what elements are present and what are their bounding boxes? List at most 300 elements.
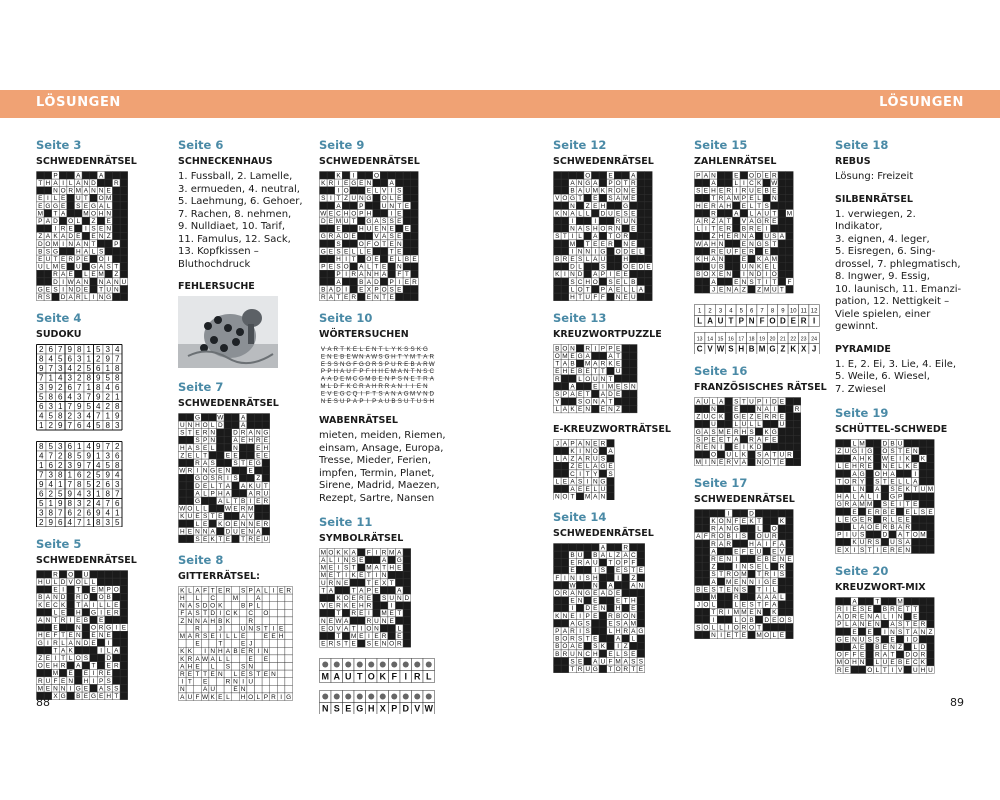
- grid-letter: L: [329, 557, 333, 565]
- grid-letter: T: [616, 353, 621, 361]
- grid-letter: N: [233, 678, 238, 686]
- grid-letter: E: [764, 263, 769, 271]
- grid-cell: [44, 609, 52, 617]
- grid-letter: P: [263, 694, 269, 702]
- grid-letter: R: [852, 613, 857, 621]
- grid-letter: Z: [114, 271, 119, 279]
- grid-letter: T: [593, 368, 598, 376]
- grid-letter: R: [711, 202, 716, 210]
- grid-letter: I: [345, 271, 347, 279]
- grid-letter: N: [68, 678, 74, 686]
- grid-letter: H: [195, 422, 200, 430]
- grid-letter: I: [617, 643, 619, 651]
- grid-letter: K: [180, 656, 185, 664]
- grid-letter: E: [638, 567, 644, 575]
- grid-letter: A: [389, 180, 394, 188]
- grid-letter: R: [779, 563, 785, 571]
- grid-letter: R: [75, 294, 81, 302]
- grid-letter: A: [256, 587, 261, 595]
- grid-letter: S: [890, 486, 895, 494]
- grid-letter: M: [585, 360, 591, 368]
- grid-letter: T: [623, 180, 628, 188]
- grid-letter: K: [336, 549, 341, 557]
- grid-letter: R: [615, 218, 621, 226]
- grid-letter: N: [187, 422, 193, 430]
- grid-letter: N: [210, 437, 216, 445]
- grid-letter: H: [374, 271, 379, 279]
- grid-letter: E: [343, 180, 349, 188]
- grid-cell: [224, 444, 232, 452]
- grid-letter: E: [366, 187, 372, 195]
- symbol-icon: [426, 694, 432, 700]
- grid-letter: T: [336, 633, 341, 641]
- grid-letter: E: [397, 210, 402, 218]
- grid-letter: T: [837, 478, 842, 486]
- symbol-letter: P: [391, 703, 398, 714]
- grid-letter: W: [335, 618, 342, 626]
- grid-letter: N: [381, 640, 387, 648]
- grid-letter: E: [623, 294, 628, 302]
- grid-letter: A: [615, 635, 621, 643]
- grid-letter: R: [905, 524, 911, 532]
- grid-cell: [836, 598, 844, 606]
- grid-cell: [927, 620, 935, 628]
- grid-letter: I: [735, 533, 738, 541]
- grid-letter: T: [366, 580, 371, 588]
- grid-cell: [778, 427, 786, 435]
- grid-letter: M: [623, 195, 629, 203]
- grid-letter: A: [240, 422, 246, 430]
- grid-cell: [843, 440, 851, 448]
- grid-letter: G: [585, 590, 591, 598]
- grid-letter: T: [218, 640, 223, 648]
- grid-letter: N: [343, 557, 349, 565]
- symbol-icon: [414, 662, 420, 668]
- grid-letter: A: [696, 218, 701, 226]
- grid-letter: R: [255, 437, 261, 445]
- grid-letter: N: [179, 602, 185, 610]
- grid-cell: [553, 551, 561, 559]
- grid-cell: [232, 512, 240, 520]
- grid-letter: A: [562, 628, 568, 636]
- grid-letter: L: [757, 195, 761, 203]
- grid-letter: I: [69, 617, 72, 625]
- grid-letter: S: [787, 616, 792, 624]
- code-letter: J: [811, 344, 817, 354]
- grid-letter: H: [711, 240, 716, 248]
- grid-letter: N: [53, 685, 58, 693]
- grid-letter: C: [585, 651, 591, 659]
- grid-letter: E: [218, 467, 223, 475]
- grid-cell: [695, 563, 703, 571]
- grid-letter: T: [578, 195, 583, 203]
- grid-letter: T: [905, 501, 910, 509]
- grid-letter: I: [720, 632, 722, 640]
- grid-cell: [239, 451, 247, 459]
- grid-letter: E: [844, 516, 850, 524]
- grid-letter: E: [577, 485, 583, 493]
- grid-letter: Z: [631, 575, 636, 583]
- grid-letter: 3: [39, 508, 44, 518]
- grid-cell: [717, 601, 725, 609]
- grid-letter: D: [68, 233, 74, 241]
- grid-letter: Z: [616, 552, 621, 560]
- grid-letter: 9: [96, 392, 101, 402]
- grid-letter: E: [570, 567, 575, 575]
- grid-letter: Z: [741, 286, 746, 294]
- grid-letter: E: [374, 633, 379, 641]
- grid-letter: 1: [67, 470, 72, 480]
- wordsearch-letter: G: [358, 360, 364, 368]
- grid-letter: R: [286, 587, 292, 595]
- grid-cell: [342, 240, 350, 248]
- grid-cell: [725, 179, 733, 187]
- grid-cell: [403, 285, 411, 293]
- grid-letter: E: [867, 621, 872, 629]
- grid-letter: N: [726, 271, 732, 279]
- grid-letter: E: [631, 225, 636, 233]
- grid-letter: A: [248, 490, 253, 498]
- grid-letter: U: [779, 451, 785, 459]
- grid-letter: R: [217, 475, 223, 483]
- grid-letter: E: [772, 556, 777, 564]
- wordsearch-letter: U: [339, 397, 345, 405]
- grid-letter: K: [756, 256, 762, 264]
- grid-letter: R: [263, 498, 269, 506]
- grid-letter: D: [570, 263, 575, 271]
- wordsearch-letter: W: [428, 360, 435, 368]
- grid-letter: S: [756, 451, 762, 459]
- symbol-icon: [357, 662, 363, 668]
- grid-cell: [786, 547, 794, 555]
- grid-letter: D: [749, 510, 754, 518]
- grid-cell: [561, 217, 569, 225]
- grid-letter: P: [562, 391, 568, 399]
- grid-letter: M: [585, 493, 591, 501]
- grid-cell: [120, 179, 128, 187]
- grid-letter: P: [76, 256, 81, 264]
- grid-letter: N: [711, 458, 716, 466]
- solution-text-line: 8. Ingwer, 9. Essig,: [835, 271, 930, 282]
- grid-cell: [599, 612, 607, 620]
- grid-letter: E: [555, 368, 560, 376]
- grid-cell: [120, 662, 128, 670]
- grid-letter: S: [875, 478, 880, 486]
- puzzle-title: SCHWEDENRÄTSEL: [319, 156, 420, 167]
- wordsearch-letter: L: [327, 383, 332, 391]
- grid-cell: [44, 187, 52, 195]
- puzzle-title: SYMBOLRÄTSEL: [319, 533, 404, 545]
- grid-letter: S: [343, 565, 349, 573]
- grid-letter: A: [608, 286, 613, 294]
- solution-text-line: gewinnt.: [835, 321, 879, 332]
- grid-cell: [395, 579, 403, 587]
- grid-letter: E: [359, 572, 364, 580]
- grid-letter: F: [397, 271, 402, 279]
- code-letter: A: [707, 316, 713, 326]
- grid-letter: I: [617, 575, 619, 583]
- grid-letter: O: [562, 345, 568, 353]
- grid-letter: I: [727, 624, 730, 632]
- grid-letter: I: [92, 678, 95, 686]
- grid-cell: [607, 202, 615, 210]
- grid-letter: T: [53, 210, 58, 218]
- grid-letter: L: [772, 586, 777, 594]
- grid-letter: S: [749, 563, 754, 571]
- grid-cell: [67, 586, 75, 594]
- grid-cell: [350, 202, 358, 210]
- grid-letter: B: [764, 556, 769, 564]
- grid-cell: [403, 579, 411, 587]
- grid-cell: [778, 270, 786, 278]
- grid-letter: G: [764, 578, 770, 586]
- grid-letter: P: [359, 202, 364, 210]
- grid-cell: [732, 217, 740, 225]
- grid-letter: T: [772, 240, 777, 248]
- grid-letter: N: [68, 240, 74, 248]
- grid-cell: [599, 469, 607, 477]
- grid-cell: [748, 532, 756, 540]
- grid-letter: E: [278, 587, 284, 595]
- grid-letter: E: [195, 429, 200, 437]
- grid-cell: [645, 255, 653, 263]
- grid-letter: A: [631, 628, 636, 636]
- puzzle-title: E-KREUZWORTRÄTSEL: [553, 423, 671, 435]
- grid-cell: [740, 509, 748, 517]
- grid-letter: 2: [86, 498, 91, 508]
- grid-cell: [120, 217, 128, 225]
- wordsearch-letter: D: [333, 375, 339, 383]
- grid-letter: M: [741, 571, 747, 579]
- grid-letter: E: [577, 391, 583, 399]
- grid-letter: 8: [58, 470, 63, 480]
- grid-letter: E: [60, 263, 66, 271]
- code-number: 4: [729, 308, 733, 315]
- grid-cell: [553, 605, 561, 613]
- grid-letter: I: [571, 233, 574, 241]
- grid-letter: E: [256, 520, 261, 528]
- grid-cell: [576, 567, 584, 575]
- code-number: 14: [707, 336, 713, 343]
- grid-cell: [569, 398, 577, 406]
- grid-letter: Z: [585, 202, 590, 210]
- grid-cell: [622, 171, 630, 179]
- grid-cell: [584, 643, 592, 651]
- wordsearch-letter: K: [346, 383, 351, 391]
- grid-letter: V: [734, 458, 739, 466]
- wordsearch-letter: R: [423, 360, 428, 368]
- grid-cell: [388, 270, 396, 278]
- solution-grid: [835, 597, 935, 674]
- grid-letter: A: [631, 582, 636, 590]
- grid-cell: [702, 555, 710, 563]
- grid-cell: [561, 462, 569, 470]
- grid-cell: [403, 179, 411, 187]
- grid-cell: [36, 571, 44, 579]
- grid-letter: I: [352, 172, 355, 180]
- grid-letter: T: [608, 560, 613, 568]
- grid-letter: G: [889, 493, 896, 501]
- grid-cell: [607, 635, 615, 643]
- grid-letter: J: [249, 640, 253, 648]
- grid-letter: I: [720, 443, 722, 451]
- grid-letter: 1: [86, 345, 91, 355]
- grid-letter: L: [734, 180, 739, 188]
- grid-letter: S: [577, 478, 583, 486]
- grid-letter: T: [757, 624, 762, 632]
- grid-letter: E: [772, 436, 777, 444]
- code-number: 9: [781, 308, 785, 315]
- grid-letter: P: [741, 195, 747, 203]
- grid-cell: [866, 478, 874, 486]
- grid-letter: E: [734, 578, 739, 586]
- grid-letter: M: [859, 440, 865, 448]
- grid-letter: O: [562, 493, 568, 501]
- grid-letter: S: [555, 233, 560, 241]
- grid-letter: B: [76, 693, 81, 701]
- grid-letter: I: [579, 470, 581, 478]
- grid-letter: 5: [86, 479, 91, 489]
- grid-letter: I: [92, 294, 95, 302]
- grid-letter: 8: [39, 354, 44, 364]
- grid-letter: M: [710, 594, 717, 602]
- grid-cell: [622, 390, 630, 398]
- grid-letter: A: [83, 187, 89, 195]
- grid-letter: A: [890, 621, 895, 629]
- grid-cell: [793, 427, 801, 435]
- grid-cell: [576, 582, 584, 590]
- code-letter: P: [738, 316, 744, 326]
- grid-letter: E: [202, 482, 208, 490]
- grid-cell: [778, 217, 786, 225]
- grid-letter: G: [577, 620, 583, 628]
- grid-letter: A: [764, 256, 769, 264]
- grid-cell: [411, 247, 419, 255]
- grid-letter: E: [577, 462, 583, 470]
- code-number: 22: [790, 336, 797, 343]
- grid-cell: [576, 544, 584, 552]
- grid-letter: E: [570, 613, 575, 621]
- grid-letter: U: [756, 548, 762, 556]
- grid-letter: K: [600, 643, 606, 651]
- code-letter: X: [801, 344, 807, 354]
- grid-cell: [584, 232, 592, 240]
- grid-letter: C: [210, 595, 216, 603]
- grid-cell: [645, 187, 653, 195]
- grid-letter: O: [187, 505, 193, 513]
- grid-letter: L: [898, 478, 902, 486]
- code-letter: E: [790, 316, 796, 326]
- grid-letter: 2: [67, 411, 72, 421]
- grid-letter: Y: [859, 478, 865, 486]
- grid-letter: E: [351, 595, 356, 603]
- grid-letter: A: [852, 455, 857, 463]
- wordsearch-letter: Y: [404, 353, 409, 361]
- grid-cell: [120, 647, 128, 655]
- grid-letter: 4: [105, 508, 110, 518]
- grid-cell: [717, 593, 725, 601]
- grid-letter: E: [741, 632, 747, 640]
- grid-letter: A: [343, 625, 349, 633]
- grid-cell: [403, 610, 411, 618]
- grid-letter: E: [98, 617, 104, 625]
- grid-letter: G: [836, 501, 842, 509]
- wordsearch-letter: E: [404, 360, 409, 368]
- grid-letter: A: [703, 428, 709, 436]
- grid-letter: T: [734, 632, 739, 640]
- grid-letter: L: [852, 493, 857, 501]
- grid-letter: T: [210, 513, 215, 521]
- grid-letter: N: [867, 613, 873, 621]
- grid-letter: M: [248, 505, 254, 513]
- grid-cell: [786, 420, 794, 428]
- grid-cell: [695, 578, 703, 586]
- grid-letter: 1: [96, 489, 101, 499]
- grid-cell: [350, 579, 358, 587]
- grid-cell: [67, 609, 75, 617]
- grid-letter: O: [210, 602, 216, 610]
- grid-cell: [645, 270, 653, 278]
- puzzle-title: WÖRTERSUCHEN: [319, 329, 409, 341]
- grid-cell: [90, 593, 98, 601]
- grid-letter: 9: [96, 373, 101, 383]
- grid-letter: R: [771, 413, 777, 421]
- grid-cell: [403, 194, 411, 202]
- grid-letter: N: [217, 671, 223, 679]
- grid-letter: H: [187, 663, 193, 671]
- grid-letter: M: [179, 633, 185, 641]
- wordsearch-letter: E: [320, 360, 326, 368]
- grid-letter: 1: [86, 517, 91, 527]
- wordsearch-letter: K: [416, 346, 422, 354]
- grid-cell: [866, 470, 874, 478]
- grid-letter: B: [593, 552, 598, 560]
- grid-letter: R: [771, 533, 777, 541]
- wordsearch-letter: N: [391, 390, 396, 398]
- wordsearch-letter: C: [352, 383, 358, 391]
- grid-letter: K: [867, 455, 872, 463]
- grid-letter: T: [397, 202, 402, 210]
- grid-letter: J: [555, 440, 559, 448]
- grid-cell: [554, 383, 562, 391]
- grid-letter: I: [891, 613, 894, 621]
- grid-cell: [702, 509, 710, 517]
- solution-grid: [36, 171, 128, 301]
- grid-cell: [695, 540, 703, 548]
- grid-cell: [97, 662, 105, 670]
- grid-letter: R: [608, 225, 613, 233]
- grid-cell: [232, 655, 240, 663]
- grid-cell: [584, 551, 592, 559]
- wordsearch-letter: A: [397, 368, 402, 376]
- grid-cell: [239, 474, 247, 482]
- grid-letter: H: [217, 648, 223, 656]
- grid-letter: E: [83, 685, 89, 693]
- grid-letter: P: [555, 628, 560, 636]
- grid-letter: V: [555, 195, 560, 203]
- grid-cell: [637, 574, 645, 582]
- grid-cell: [342, 202, 350, 210]
- grid-letter: N: [570, 345, 575, 353]
- grid-cell: [262, 602, 270, 610]
- grid-letter: G: [37, 640, 43, 648]
- grid-cell: [843, 508, 851, 516]
- grid-letter: T: [772, 458, 777, 466]
- grid-letter: M: [718, 428, 724, 436]
- grid-cell: [645, 209, 653, 217]
- grid-cell: [277, 609, 285, 617]
- grid-letter: T: [741, 398, 746, 406]
